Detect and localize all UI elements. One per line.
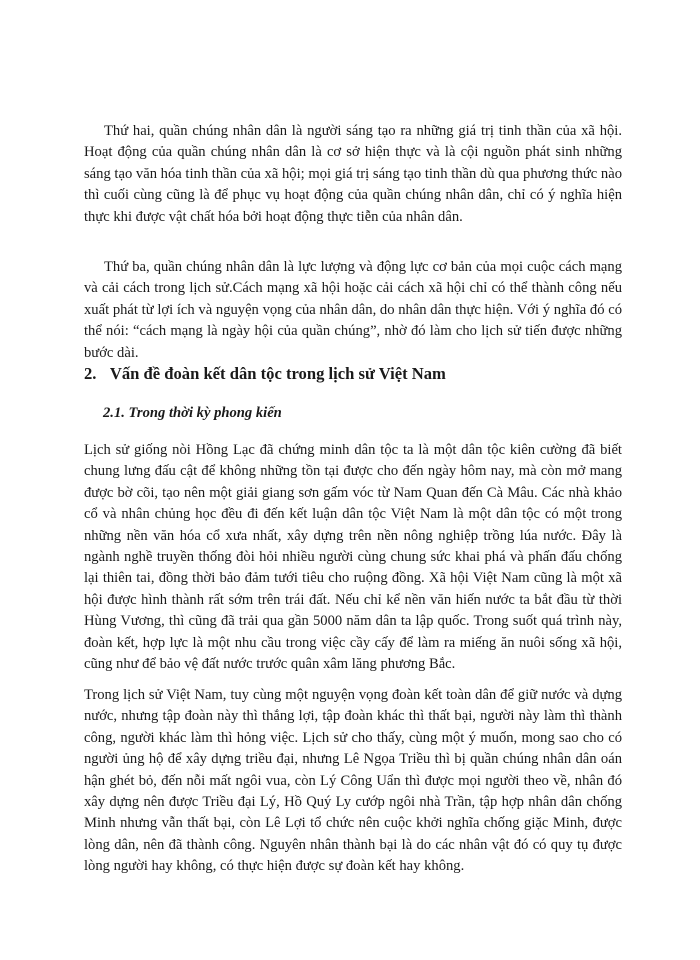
section-title: Vấn đề đoàn kết dân tộc trong lịch sử Việt Nam [109, 364, 446, 383]
section-heading [84, 364, 624, 384]
paragraph-mass-driving-force-of-revolution: Thứ ba, quần chúng nhân dân là lực lượng và động lực cơ bản của mọi cuộc cách mạng và cải cách trong lịch sử.Cách mạng xã hội hoặc cải cách xã hội chỉ có thể thành công nếu xuất phát từ lợi ích và nguyện vọng của nhân dân, do nhân dân thực hiện. Với ý nghĩa đó có thể nói: “cách mạng là ngày hội của quần chúng”, nhờ đó làm cho lịch sử tiến được những bước dài. [84, 259, 622, 361]
paragraph-mass-creators-of-spiritual-values: Thứ hai, quần chúng nhân dân là người sáng tạo ra những giá trị tinh thần của xã hội. Hoạt động của quần chúng nhân dân là cơ sở hiện thực và là cội nguồn phát sinh những sáng tạo văn hóa tinh thần của xã hội; mọi giá trị sáng tạo tinh thần dù qua phương thức nào thì cuối cùng cũng là để phục vụ hoạt động của quần chúng nhân dân, chỉ có ý nghĩa hiện thực khi được vật chất hóa bởi hoạt động thực tiễn của nhân dân. [84, 123, 622, 225]
paragraph-unity-success-failure: Trong lịch sử Việt Nam, tuy cùng một nguyện vọng đoàn kết toàn dân để giữ nước và dựng nước, nhưng tập đoàn này thì thắng lợi, tập đoàn khác thì thất bại, người này làm thì thành công, người khác làm thì hỏng việc. Lịch sử cho thấy, cùng một ý muốn, mong sao cho có người ủng hộ để xây dựng triều đại, nhưng Lê Ngọa Triều thì bị quần chúng nhân dân oán hận ghét bỏ, đến nỗi mất ngôi vua, còn Lý Công Uẩn thì được mọi người theo về, nhân đó xây dựng nên được Triều đại Lý, Hồ Quý Ly cướp ngôi nhà Trần, tập hợp nhân dân chống Minh nhưng vẫn thất bại, còn Lê Lợi tổ chức nên cuộc khởi nghĩa chống giặc Minh, được lòng dân, nên đã thành công. Nguyên nhân thành bại là do các nhân vật đó có quy tụ được lòng người hay không, có thực hiện được sự đoàn kết hay không. [84, 687, 622, 875]
paragraph-hong-lac-history: Lịch sử giống nòi Hồng Lạc đã chứng minh dân tộc ta là một dân tộc kiên cường đã biết chung lưng đấu cật để không những tồn tại được cho đến ngày hôm nay, mà còn mở mang được bờ cõi, tạo nên một giải giang sơn gấm vóc từ Nam Quan đến Cà Mâu. Các nhà khảo cổ và nhân chủng học đều đi đến kết luận dân tộc Việt Nam là một dân tộc có một trong những nền văn hóa cổ xưa nhất, xây dựng trên nền nông nghiệp trồng lúa nước. Đây là ngành nghề truyền thống đòi hỏi nhiều người cùng chung sức khai phá và phấn đấu chống lại thiên tai, đồng thời bảo đảm tưới tiêu cho ruộng đồng. Xã hội Việt Nam cũng là một xã hội được hình thành rất sớm trên trái đất. Nếu chỉ kể nền văn hiến nước ta bắt đầu từ thời Hùng Vương, thì cũng đã trải qua gần 5000 năm dân ta lập quốc. Trong suốt quá trình này, đoàn kết, hợp lực là một nhu cầu trong việc cầy cấy để làm ra miếng ăn nuôi sống xã hội, cũng như để bảo vệ đất nước trước quân xâm lăng phương Bắc. [84, 442, 622, 673]
subsection-heading: 2.1. Trong thời kỳ phong kiến [103, 405, 282, 421]
section-number: 2. [84, 364, 97, 383]
